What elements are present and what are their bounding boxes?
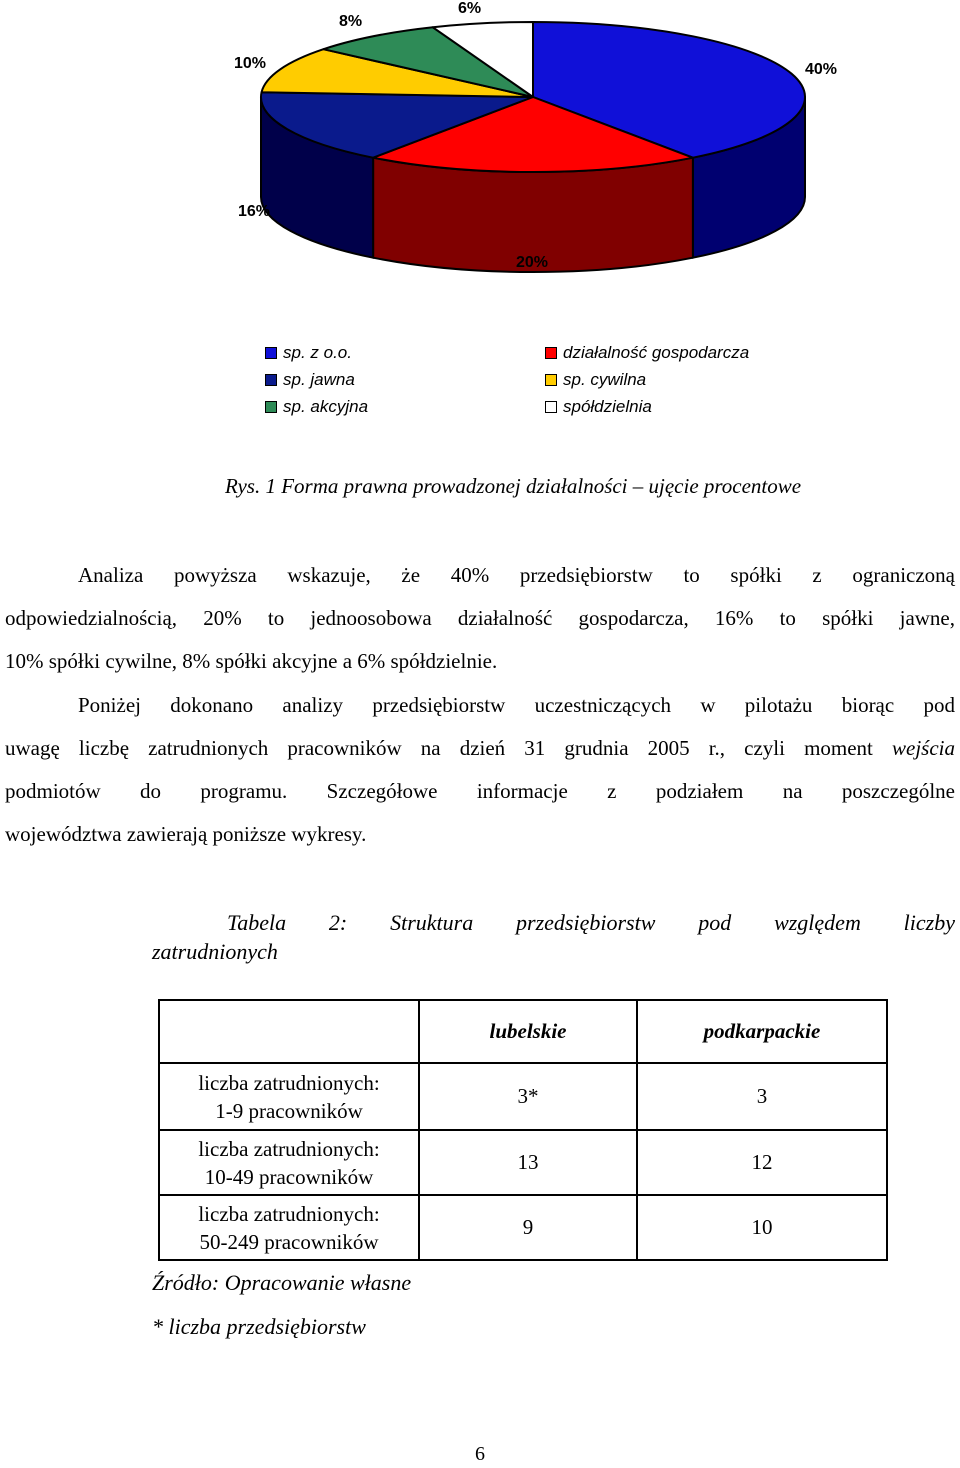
legend-swatch-sp-jawna [265, 374, 277, 386]
employment-table [158, 999, 888, 1261]
row-label-line: 10-49 pracowników [204, 1164, 374, 1189]
paragraph-2 [5, 684, 955, 856]
pie-chart [0, 0, 960, 300]
table-row [159, 1130, 887, 1195]
table-header-cell: podkarpackie [637, 1000, 887, 1063]
pie-label-sp-cywilna: 10% [234, 55, 267, 72]
pie-label-dzialalnosc: 20% [516, 254, 549, 271]
paragraph-line: Analiza powyższa wskazuje, że 40% przedsiębiorstw to spółki z ograniczoną [78, 563, 955, 587]
legend-item-spoldzielnia [545, 397, 652, 417]
legend-label: działalność gospodarcza [563, 343, 750, 362]
paragraph-line: odpowiedzialnością, 20% to jednoosobowa działalność gospodarcza, 16% to spółki jawne, [5, 606, 955, 630]
legend-label: sp. akcyjna [283, 397, 369, 416]
table-cell: 10 [637, 1195, 887, 1260]
row-label-line: 50-249 pracowników [199, 1229, 379, 1254]
legend-swatch-dzialalnosc [545, 347, 557, 359]
table-title-line: Tabela 2: Struktura przedsiębiorstw pod względem liczby [227, 910, 955, 935]
paragraph-line: Poniżej dokonano analizy przedsiębiorstw uczestniczących w pilotażu biorąc pod [78, 693, 955, 717]
legend-swatch-sp-akcyjna [265, 401, 277, 413]
table-row [159, 1195, 887, 1260]
row-label-line: liczba zatrudnionych: [198, 1136, 380, 1161]
legend-label: sp. jawna [283, 370, 355, 389]
table-title [152, 908, 955, 966]
pie-label-sp-akcyjna: 8% [339, 13, 363, 30]
row-label-line: liczba zatrudnionych: [198, 1070, 380, 1095]
table-row-label [159, 1195, 419, 1260]
pie-tops [261, 22, 805, 172]
row-label-line: liczba zatrudnionych: [198, 1201, 380, 1226]
table-cell: 3 [637, 1063, 887, 1130]
pie-label-sp-zoo: 40% [805, 61, 838, 78]
page-number: 6 [475, 1443, 485, 1465]
paragraph-text: uwagę liczbę zatrudnionych pracowników na dzień 31 grudnia 2005 r., czyli moment [5, 736, 892, 760]
table-header-cell [159, 1000, 419, 1063]
table-title-line: zatrudnionych [152, 939, 278, 964]
legend-label: sp. z o.o. [283, 343, 352, 362]
table-cell: 12 [637, 1130, 887, 1195]
table-source: Źródło: Opracowanie własne [152, 1270, 412, 1295]
table-row [159, 1063, 887, 1130]
legend-item-sp-jawna [265, 370, 355, 390]
legend-swatch-spoldzielnia [545, 401, 557, 413]
legend-item-dzialalnosc [545, 343, 749, 363]
legend-label: spółdzielnia [563, 397, 652, 416]
figure-caption: Rys. 1 Forma prawna prowadzonej działalności – ujęcie procentowe [225, 474, 802, 498]
table-header-cell: lubelskie [419, 1000, 637, 1063]
paragraph-line: podmiotów do programu. Szczegółowe informacje z podziałem na poszczególne [5, 779, 955, 803]
paragraph-line [5, 727, 955, 770]
table-cell: 9 [419, 1195, 637, 1260]
legend-item-sp-cywilna [545, 370, 646, 390]
row-label-line: 1-9 pracowników [215, 1098, 363, 1123]
table-cell: 3* [419, 1063, 637, 1130]
paragraph-1 [5, 554, 955, 683]
legend-item-sp-akcyjna [265, 397, 368, 417]
table-header-row [159, 1000, 887, 1063]
paragraph-line: 10% spółki cywilne, 8% spółki akcyjne a 6% spółdzielnie. [5, 649, 498, 673]
paragraph-line: województwa zawierają poniższe wykresy. [5, 822, 367, 846]
paragraph-emphasis: wejścia [892, 736, 955, 760]
table-row-label [159, 1063, 419, 1130]
pie-label-sp-jawna: 16% [238, 203, 271, 220]
legend-item-sp-zoo [265, 343, 352, 363]
legend-label: sp. cywilna [563, 370, 647, 389]
table-row-label [159, 1130, 419, 1195]
legend-swatch-sp-cywilna [545, 374, 557, 386]
table-footnote: * liczba przedsiębiorstw [152, 1314, 366, 1339]
table-cell: 13 [419, 1130, 637, 1195]
legend-swatch-sp-zoo [265, 347, 277, 359]
pie-label-spoldzielnia: 6% [458, 0, 482, 17]
